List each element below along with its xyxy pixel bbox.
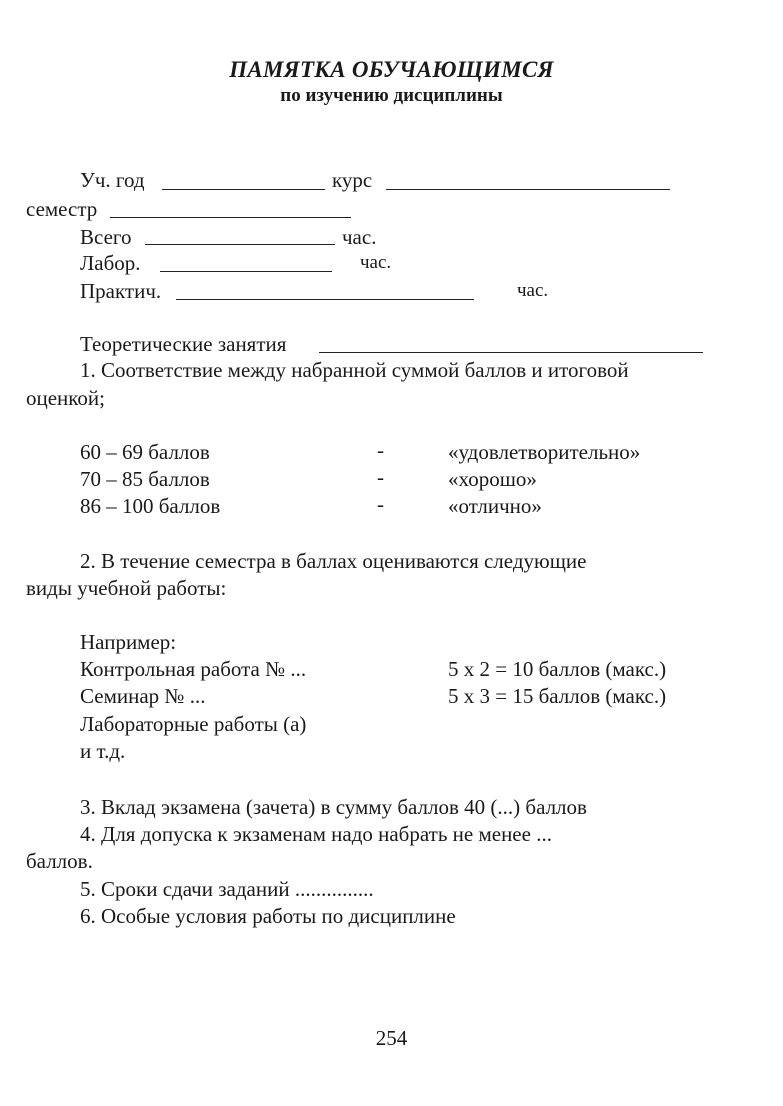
page-title: ПАМЯТКА ОБУЧАЮЩИМСЯ bbox=[229, 57, 554, 82]
section3: 3. Вклад экзамена (зачета) в сумму баллов 40 (...) баллов bbox=[80, 795, 587, 819]
examples-heading: Например: bbox=[80, 630, 177, 654]
lab-label: Лабор. bbox=[80, 251, 141, 275]
section5: 5. Сроки сдачи заданий ............... bbox=[80, 877, 374, 901]
year-blank bbox=[162, 189, 325, 190]
total-blank bbox=[145, 244, 335, 245]
lab-unit: час. bbox=[360, 252, 392, 273]
course-label: курс bbox=[332, 168, 373, 192]
course-blank bbox=[386, 189, 670, 190]
grade-dash: - bbox=[377, 492, 384, 516]
example-score: 5 x 3 = 15 баллов (макс.) bbox=[448, 684, 667, 708]
grade-name: «удовлетворительно» bbox=[448, 440, 641, 464]
section1-line2: оценкой; bbox=[26, 386, 106, 410]
example-score: 5 x 2 = 10 баллов (макс.) bbox=[448, 657, 667, 681]
grade-dash: - bbox=[377, 438, 384, 462]
total-label: Всего bbox=[80, 225, 132, 249]
theory-blank bbox=[319, 352, 703, 353]
practice-blank bbox=[176, 299, 474, 300]
practice-label: Практич. bbox=[80, 279, 162, 303]
section4-line2: баллов. bbox=[26, 849, 93, 873]
grade-name: «хорошо» bbox=[448, 467, 537, 491]
grade-range: 70 – 85 баллов bbox=[80, 467, 210, 491]
example-name: Лабораторные работы (а) bbox=[80, 712, 307, 736]
practice-unit: час. bbox=[517, 280, 549, 301]
year-label: Уч. год bbox=[80, 168, 145, 192]
example-name: Семинар № ... bbox=[80, 684, 206, 708]
section2-line1: 2. В течение семестра в баллах оцениваются следующие bbox=[80, 549, 587, 573]
section2-line2: виды учебной работы: bbox=[26, 576, 227, 600]
grade-name: «отлично» bbox=[448, 494, 542, 518]
section6: 6. Особые условия работы по дисциплине bbox=[80, 904, 456, 928]
theory-label: Теоретические занятия bbox=[80, 332, 287, 356]
grade-range: 60 – 69 баллов bbox=[80, 440, 210, 464]
grade-range: 86 – 100 баллов bbox=[80, 494, 221, 518]
example-name: и т.д. bbox=[80, 739, 126, 763]
section1-line1: 1. Соответствие между набранной суммой баллов и итоговой bbox=[80, 358, 629, 382]
section4-line1: 4. Для допуска к экзаменам надо набрать не менее ... bbox=[80, 822, 552, 846]
page-number: 254 bbox=[375, 1026, 408, 1050]
total-unit: час. bbox=[342, 225, 377, 249]
example-name: Контрольная работа № ... bbox=[80, 657, 307, 681]
lab-blank bbox=[160, 271, 332, 272]
page-subtitle: по изучению дисциплины bbox=[280, 85, 503, 106]
semester-blank bbox=[110, 217, 351, 218]
semester-label: семестр bbox=[26, 197, 98, 221]
grade-dash: - bbox=[377, 465, 384, 489]
